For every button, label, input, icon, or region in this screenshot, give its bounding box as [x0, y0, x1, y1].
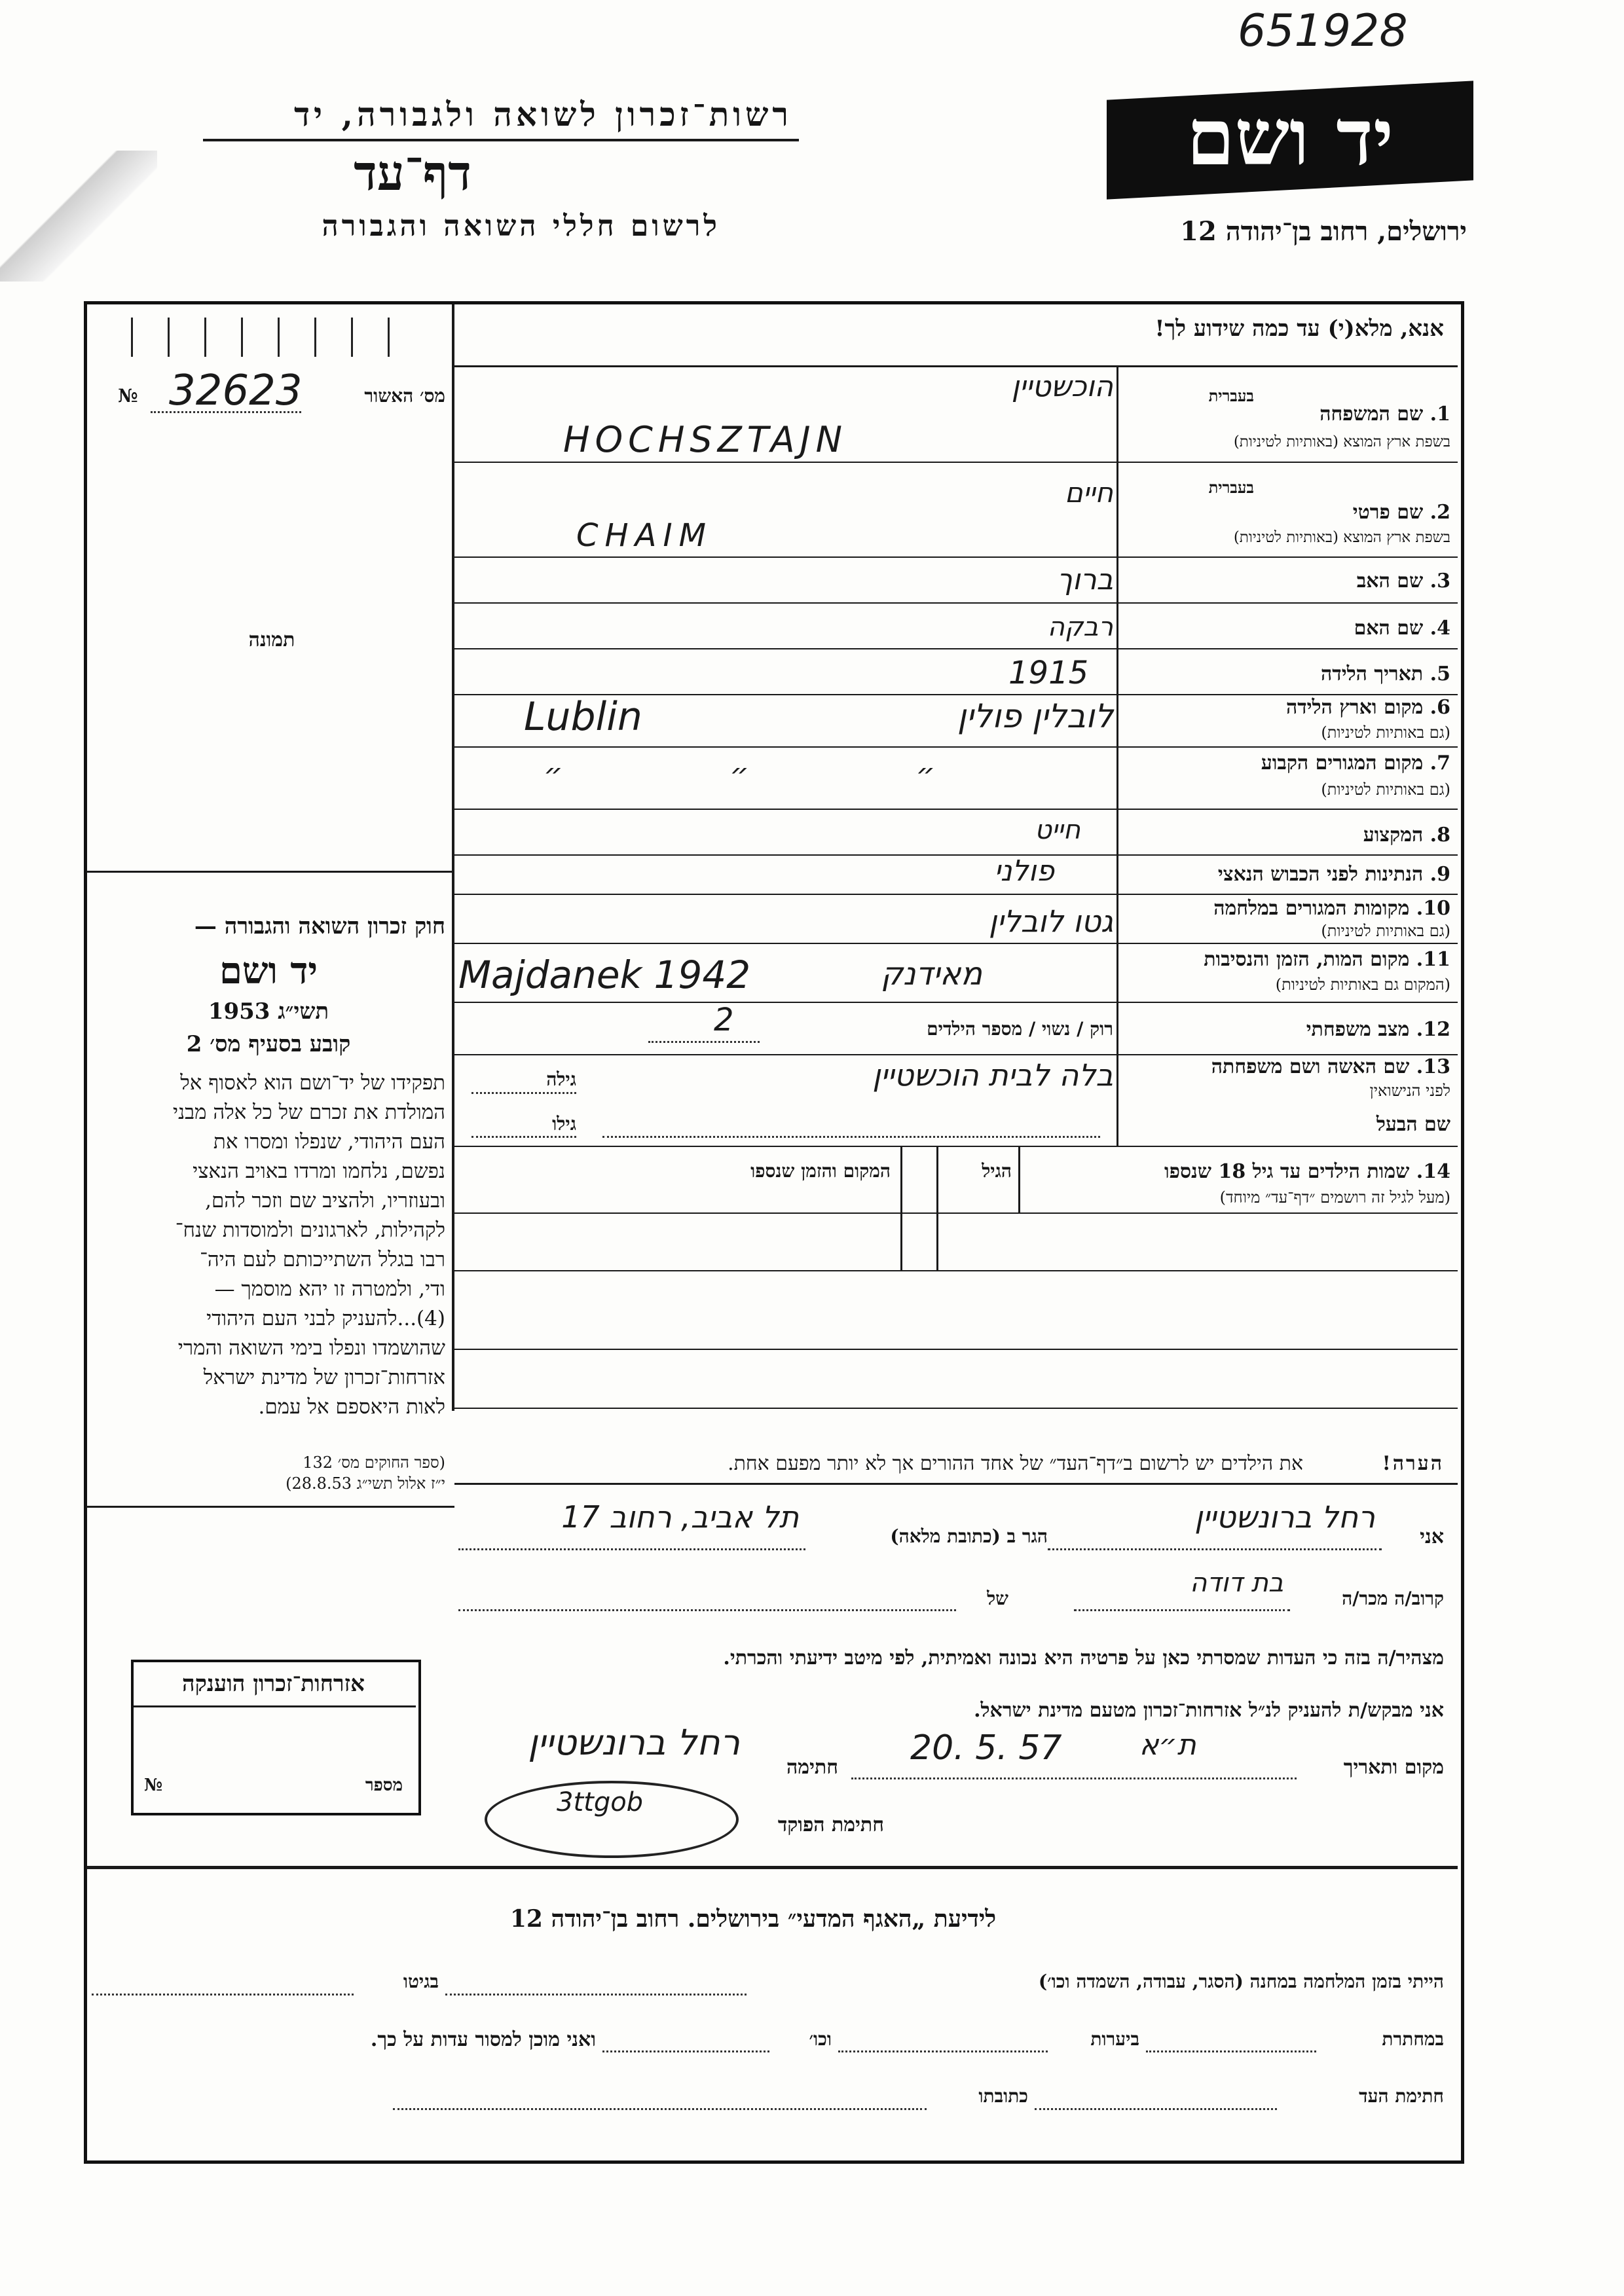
f1-latin-label: בשפת ארץ המוצא (באותיות לטיניות): [1233, 433, 1450, 450]
law-line: (4)...להעניק לבני העם היהודי: [206, 1307, 445, 1330]
wife-age-dots: [471, 1092, 576, 1094]
f14-col-b: [936, 1147, 938, 1271]
footer-witness-sig: חתימת העד: [1359, 2085, 1444, 2107]
ghetto-dots: [92, 1994, 354, 1995]
photo-bottom-rule: [86, 871, 452, 873]
father-value: ברוך: [1057, 563, 1113, 596]
f3-label: 3. שם האב: [1356, 570, 1450, 592]
law-year: תשי״ג 1953: [208, 998, 329, 1025]
wife-name-value: בלה לבית הוכשטיין: [872, 1057, 1113, 1093]
law-line: המולדת את זכרם של כל אלה מבני: [172, 1101, 445, 1124]
declaration-statement: מצהיר/ה בזה כי העדות שמסרתי כאן על פרטיה היא נכונה ואמיתית, לפי מיטב ידיעתי והכרתי.: [723, 1647, 1444, 1669]
wartime-places-value: גטו לובלין: [988, 903, 1113, 939]
photo-label: תמונה: [248, 629, 295, 651]
f6-label: 6. מקום וארץ הלידה: [1285, 696, 1450, 719]
row-rule: [454, 1349, 1458, 1350]
footer-title: לידיעת „האגף המדעי״ בירושלים. רחוב בן־יהודה 12: [509, 1905, 997, 1933]
husband-age-dots: [471, 1136, 576, 1138]
f14-col-a: [1018, 1147, 1020, 1212]
f13-label: 13. שם האשה ושם משפחתה: [1211, 1055, 1450, 1078]
relation-dots: [1074, 1609, 1290, 1611]
approval-no: №: [118, 385, 138, 407]
logo-text: יד ושם: [1186, 92, 1394, 183]
f6-sub: (גם באותיות לטיניות): [1321, 723, 1450, 742]
law-line: העם היהודי, שנפלו ומסרו את: [213, 1130, 445, 1154]
law-name: יד ושם: [219, 949, 318, 993]
f2-label: 2. שם פרטי: [1352, 501, 1450, 524]
husband-age-label: גילו: [552, 1113, 576, 1135]
f5-label: 5. תאריך הלידה: [1321, 663, 1450, 685]
husband-name-dots: [602, 1136, 1100, 1138]
children-dots: [648, 1041, 760, 1043]
row-rule: [454, 602, 1458, 604]
header-rule: [203, 139, 799, 141]
place-date-dots: [851, 1777, 1297, 1779]
birth-year-value: 1915: [1008, 655, 1089, 691]
f13-sub: לפני הנישואין: [1369, 1082, 1450, 1100]
footer-underground: במחתרת: [1382, 2028, 1444, 2050]
surname-hebrew-value: הוכשטיין: [1011, 370, 1113, 403]
f10-label: 10. מקומות המגורים במלחמה: [1213, 897, 1450, 920]
f2-hebrew-label: בעברית: [1208, 478, 1254, 497]
f14-col-c: [900, 1147, 902, 1271]
label-column-divider: [1116, 367, 1118, 1146]
officer-sig-value: 3ttgob: [557, 1787, 644, 1817]
firstname-hebrew-value: חיים: [1064, 477, 1113, 509]
law-text: [92, 1068, 445, 1422]
law-line: לאות היאספם אל עמם.: [258, 1395, 445, 1419]
approval-label: מס׳ האשור: [364, 385, 445, 407]
law-line: ודי, ולמטרה זו יהא מוסמך —: [214, 1277, 445, 1301]
f14-sub: (מעל לגיל זה רושמים ״דף־עד״ מיוחד): [1219, 1188, 1450, 1207]
forests-dots: [838, 2050, 1048, 2052]
row-rule: [454, 894, 1458, 895]
mother-value: רבקה: [1047, 612, 1113, 642]
row-rule: [454, 1270, 1458, 1271]
f11-label: 11. מקום המות, הזמן והנסיבות: [1204, 948, 1450, 971]
row-rule: [454, 1146, 1458, 1147]
law-bottom-rule: [86, 1506, 454, 1508]
death-place-latin-value: Majdanek 1942: [458, 953, 751, 997]
law-line: רבו בגלל השתייכותם לעם היה־: [199, 1248, 445, 1271]
birthplace-latin-value: Lublin: [524, 694, 642, 740]
left-column-divider: [452, 304, 454, 1411]
place-value: ת״א: [1139, 1728, 1196, 1762]
approval-number: 32623: [169, 367, 303, 415]
address-dots: [393, 2108, 927, 2110]
row-rule: [454, 943, 1458, 944]
footer-forests: ביערות: [1090, 2028, 1139, 2050]
footer-ready: ואני מוכן למסור עדות על כך.: [370, 2028, 596, 2051]
witness-name-dots: [1048, 1548, 1382, 1550]
residence-value: ״ ״ ״: [544, 756, 1014, 792]
f1-hebrew-label: בעברית: [1208, 386, 1254, 405]
footer-rule: [86, 1866, 1458, 1869]
f4-label: 4. שם האם: [1354, 617, 1450, 640]
children-count-value: 2: [714, 1002, 734, 1038]
officer-label: חתימת הפוקד: [777, 1813, 884, 1836]
form-title: דף־עד: [354, 145, 471, 202]
tick-marks: [131, 318, 406, 357]
citizenship-value: פולני: [994, 854, 1054, 888]
f14-label: 14. שמות הילדים עד גיל 18 שנספו: [1164, 1160, 1450, 1183]
birthplace-hebrew-value: לובלין פולין: [957, 697, 1113, 735]
intro-rule: [454, 365, 1458, 367]
law-title: חוק זכרון השואה והגבורה —: [194, 913, 445, 939]
law-line: שהושמדו ונפלו בימי השואה והמרי: [177, 1336, 445, 1360]
etc-dots: [602, 2050, 769, 2052]
f7-sub: (גם באותיות לטיניות): [1321, 780, 1450, 799]
law-line: תפקידו של יד־ושם הוא לאסוף אל: [180, 1071, 445, 1095]
f12-options: רוק / נשוי / מספר הילדים: [927, 1018, 1113, 1040]
note-rule: [454, 1483, 1458, 1485]
husband-label: שם הבעל: [1376, 1113, 1450, 1136]
declaration-of: של: [987, 1588, 1008, 1609]
law-line: לקהילות, לארגונים ולמוסדות שנח־: [175, 1218, 445, 1242]
header-address: ירושלים, רחוב בן־יהודה 12: [1180, 216, 1467, 247]
declaration-i: אני: [1420, 1525, 1444, 1548]
f9-label: 9. הנתינות לפני הכבוש הנאצי: [1217, 863, 1450, 886]
date-value: 20. 5. 57: [910, 1728, 1062, 1768]
surname-latin-value: HOCHSZTAJN: [563, 419, 847, 460]
form-subtitle: לרשום חללי השואה והגבורה: [322, 210, 720, 243]
witness-address-dots: [458, 1548, 805, 1550]
row-rule: [454, 462, 1458, 463]
footer-etc: וכו׳: [809, 2028, 832, 2050]
row-rule: [454, 1408, 1458, 1409]
camp-dots: [445, 1994, 747, 1995]
wife-age-label: גילה: [546, 1068, 576, 1090]
archive-number: 651928: [1238, 5, 1408, 57]
signature-value: רחל ברונשטיין: [528, 1722, 740, 1763]
citizenship-title-rule: [134, 1705, 416, 1707]
f7-label: 7. מקום המגורים הקבוע: [1261, 752, 1450, 774]
f14-age-header: הגיל: [982, 1160, 1012, 1182]
intro-text: אנא, מלא(י) עד כמה שידוע לך!: [1154, 316, 1444, 342]
citizenship-number-label: מספר: [365, 1776, 403, 1795]
row-rule: [454, 809, 1458, 810]
paper-fold-artifact: [0, 151, 157, 282]
footer-line1: הייתי בזמן המלחמה במחנה (הסגר, עבודה, השמדה וכו׳): [1038, 1971, 1444, 1992]
f12-label: 12. מצב משפחתי: [1306, 1018, 1450, 1041]
citizenship-no: №: [144, 1776, 163, 1795]
law-line: נפשם, נלחמו ומרדו באויב הנאצי: [193, 1159, 445, 1183]
note-label: הערה!: [1382, 1452, 1444, 1475]
underground-dots: [1146, 2050, 1316, 2052]
declaration-resides: הגר ב (כתובת מלאה): [890, 1525, 1048, 1547]
law-clause: קובע בסעיף מס׳ 2: [186, 1031, 351, 1057]
note-text: את הילדים יש לרשום ב״דף־העד״ של אחד ההורים אך לא יותר מפעם אחת.: [728, 1452, 1303, 1475]
witness-name-value: רחל ברונשטיין: [1194, 1499, 1375, 1535]
row-rule: [454, 648, 1458, 649]
declaration-relative: קרוב/ה מכר/ה: [1342, 1588, 1444, 1609]
law-line: אזרחות־זכרון של מדינת ישראל: [203, 1366, 445, 1389]
row-rule: [454, 1002, 1458, 1003]
law-source-1: (ספר החוקים מס׳ 132: [303, 1453, 445, 1472]
witness-sig-dots: [1035, 2108, 1277, 2110]
firstname-latin-value: CHAIM: [576, 517, 713, 554]
death-place-hebrew-value: מאידנק: [881, 956, 982, 993]
footer-ghetto: בגיטו: [403, 1971, 439, 1992]
row-rule: [454, 1212, 1458, 1214]
law-source-2: י״ז אלול תשי״ג 28.8.53): [286, 1474, 445, 1493]
row-rule: [454, 746, 1458, 748]
approval-dots: [151, 411, 301, 413]
officer-stamp-oval: [485, 1781, 739, 1858]
citizenship-title: אזרחות־זכרון הוענקה: [182, 1671, 365, 1697]
f8-label: 8. המקצוע: [1363, 824, 1450, 847]
law-line: ובעוזריו, ולהציב שם וזכר להם,: [205, 1189, 445, 1212]
f11-sub: (המקום גם באותיות לטיניות): [1275, 975, 1450, 994]
witness-address-value: תל אביב, רחוב 17: [561, 1499, 799, 1535]
footer-address: כתובתו: [978, 2085, 1028, 2107]
row-rule: [454, 556, 1458, 558]
authority-name: רשות־זכרון לשואה ולגבורה, יד: [294, 95, 792, 134]
occupation-value: חייט: [1035, 815, 1080, 845]
f14-place-header: המקום והזמן שנספו: [750, 1160, 891, 1182]
signature-label: חתימה: [786, 1756, 838, 1779]
of-dots: [458, 1609, 956, 1611]
f2-latin-label: בשפת ארץ המוצא (באותיות לטיניות): [1233, 529, 1450, 546]
declaration-request: אני מבקש/ת להעניק לנ״ל אזרחות־זכרון מטעם מדינת ישראל.: [974, 1699, 1444, 1722]
f10-sub: (גם באותיות לטיניות): [1321, 922, 1450, 940]
place-date-label: מקום ותאריך: [1343, 1756, 1444, 1779]
relation-value: בת דודה: [1190, 1568, 1283, 1598]
f1-label: 1. שם המשפחה: [1320, 403, 1450, 426]
